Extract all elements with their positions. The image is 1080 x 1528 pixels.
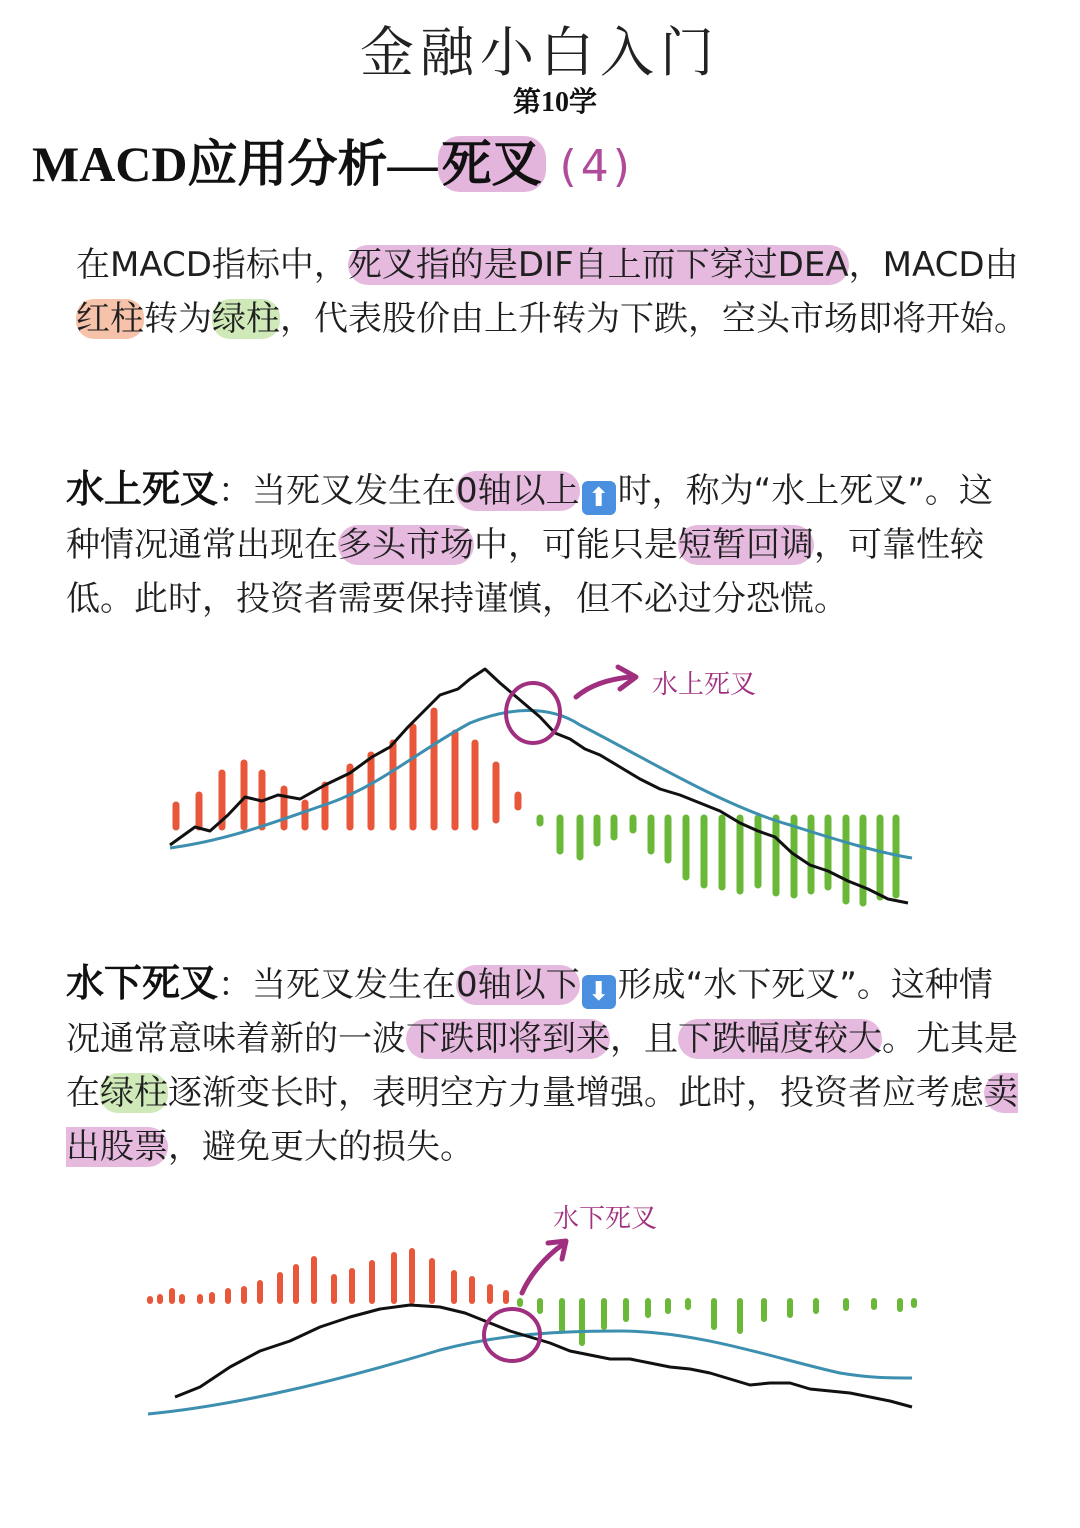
intro-text: 转为 (144, 299, 212, 339)
below-text: ，且 (610, 1019, 678, 1059)
green-histogram-bars (520, 1301, 914, 1343)
heading-main: MACD应用分析— (32, 136, 438, 192)
heading-highlight: 死叉 (438, 136, 546, 192)
up-arrow-icon: ⬆ (582, 481, 616, 515)
signal-line (170, 711, 912, 859)
signal-line (148, 1331, 912, 1414)
below-text: 。尤其是在 (66, 1019, 1018, 1113)
below-water-paragraph (66, 956, 1026, 1174)
intro-highlight-green-bar: 绿柱 (212, 299, 280, 339)
below-text: 形成“水下死叉”。这种情况通常意味着新的一波 (66, 965, 993, 1059)
below-text: 逐渐变长时，表明空方力量增强。此时，投资者应考虑 (168, 1073, 984, 1113)
intro-highlight-red-bar: 红柱 (76, 299, 144, 339)
intro-paragraph (76, 238, 1036, 346)
chart-label-above: 水上死叉 (652, 670, 757, 700)
heading-number: (4) (559, 141, 634, 192)
intro-highlight-definition: 死叉指的是DIF自上而下穿过DEA (347, 245, 849, 285)
below-water-diagram (0, 1195, 1080, 1435)
red-histogram-bars (176, 711, 518, 827)
intro-text: ，代表股价由上升转为下跌，空头市场即将开始。 (280, 299, 1028, 339)
above-water-diagram (0, 655, 1080, 920)
page-title: 金融小白入门 (360, 21, 720, 84)
below-highlight-decline: 下跌即将到来 (406, 1019, 610, 1059)
above-highlight-axis: 0轴以上 (456, 471, 580, 511)
below-highlight-magnitude: 下跌幅度较大 (678, 1019, 882, 1059)
green-histogram-bars (540, 818, 896, 903)
above-text: 中，可能只是 (474, 525, 678, 565)
above-highlight-bull: 多头市场 (338, 525, 474, 565)
below-text: ，避免更大的损失。 (168, 1127, 474, 1167)
callout-arrow (522, 1245, 562, 1293)
chart-label-below: 水下死叉 (553, 1204, 658, 1234)
below-water-term: 水下死叉 (66, 961, 219, 1005)
intro-text: ，MACD由 (848, 245, 1019, 285)
below-highlight-axis: 0轴以下 (456, 965, 580, 1005)
down-arrow-icon: ⬇ (582, 975, 616, 1009)
above-text: 时，称为“水上死叉”。这种情况通常出现在 (66, 471, 993, 565)
above-highlight-pullback: 短暂回调 (678, 525, 814, 565)
below-highlight-green-bar: 绿柱 (100, 1073, 168, 1113)
above-water-term: 水上死叉 (66, 467, 219, 511)
section-heading (32, 124, 634, 196)
below-text: ：当死叉发生在 (218, 965, 457, 1005)
above-text: ，可靠性较低。此时，投资者需要保持谨慎，但不必过分恐慌。 (66, 525, 984, 619)
red-histogram-bars (150, 1251, 506, 1301)
lesson-number: 第10学 (512, 87, 597, 118)
below-highlight-sell: 卖出股票 (66, 1073, 1018, 1167)
above-water-paragraph (66, 462, 1026, 626)
above-text: ：当死叉发生在 (218, 471, 457, 511)
intro-text: 在MACD指标中， (76, 245, 348, 285)
